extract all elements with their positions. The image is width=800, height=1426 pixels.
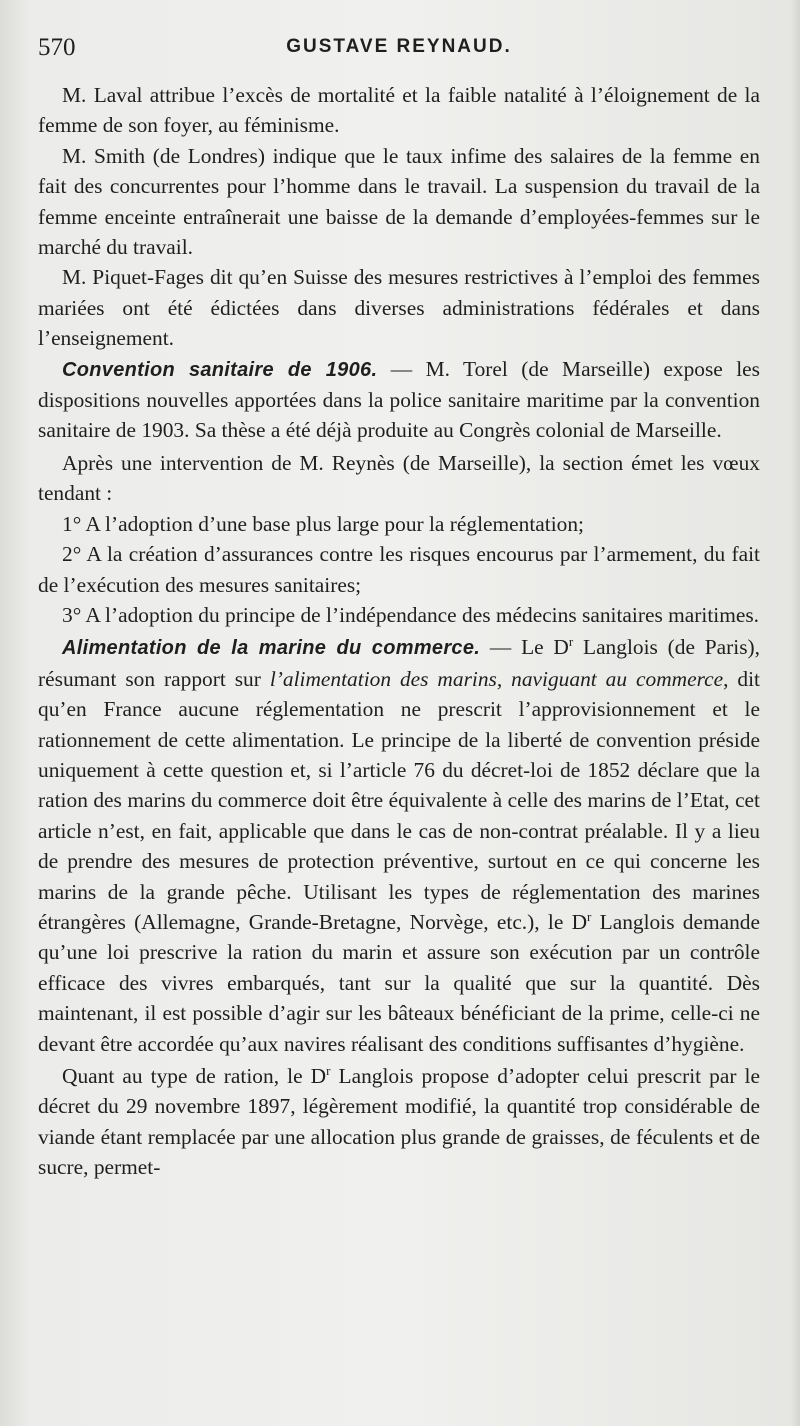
list-item-3: 3° A l’adoption du principe de l’indépendance des médecins sanitaires maritimes.: [62, 602, 760, 627]
list-item-1: 1° A l’adoption d’une base plus large pour la réglementation;: [62, 511, 585, 536]
paragraph-convention: [38, 354, 760, 446]
page-body: [38, 80, 760, 1183]
text-run: Quant au type de ration, le D: [62, 1064, 327, 1088]
text-run: — Le D: [489, 635, 569, 660]
page-header: [38, 34, 760, 70]
section-heading-alimentation: Alimentation de la marine du commerce.: [62, 637, 481, 660]
paragraph-reynes: Après une intervention de M. Reynès (de Marseille), la section émet les vœux tendant :: [38, 450, 760, 506]
page-number: 570: [38, 34, 76, 61]
paragraph-ration: [38, 1061, 760, 1183]
paragraph-smith: M. Smith (de Londres) indique que le taux infime des salaires de la femme en fait des concurrentes pour l’homme dans le travail. La suspension du travail de la femme enceinte entraînerait une baisse de la demande d’employées-femmes sur le marché du travail.: [38, 143, 760, 260]
paragraph-alimentation: [38, 632, 760, 1059]
text-run: Langlois demande qu’une loi prescrive la ration du marin et assure son exécution par un contrôle efficace des vivres embarqués, tant sur la qualité que sur la quantité. Dès maintenant, il est possible d’agir sur les bâteaux bénéficiant de la prime, celle-ci ne devant être accordée qu’aux navires réalisant des conditions suffisantes d’hygiène.: [38, 909, 760, 1056]
text-run: Langlois (de Paris), résumant son rapport sur: [38, 635, 760, 691]
list-item-2: 2° A la création d’assurances contre les risques encourus par l’armement, du fait de l’exécution des mesures sanitaires;: [38, 542, 760, 597]
superscript: r: [326, 1062, 331, 1078]
paragraph-convention-text: — M. Torel (de Marseille) expose les dispositions nouvelles apportées dans la police sanitaire maritime par la convention sanitaire de 1903. Sa thèse a été déjà produite au Congrès colonial de Marseille.: [38, 356, 760, 443]
superscript: r: [587, 908, 592, 924]
running-title: GUSTAVE REYNAUD.: [286, 36, 512, 57]
text-run: Langlois propose d’adopter celui prescrit par le décret du 29 novembre 1897, légèrement modifié, la quantité trop considérable de viande étant remplacée par une allocation plus grande de graisses, de féculents et de sucre, permet-: [38, 1064, 760, 1180]
section-heading-convention: Convention sanitaire de 1906.: [62, 358, 378, 381]
text-run: , dit qu’en France aucune réglementation ne prescrit l’approvisionnement et le rationnement de cette alimentation. Le principe de la liberté de convention préside uniquement à cette question et, si l’article 76 du décret-loi de 1852 déclare que la ration des marins du commerce doit être équivalente à celle des marins de l’Etat, cet article n’est, en fait, applicable que dans le cas de non-contrat préalable. Il y a lieu de prendre des mesures de protection préventive, surtout en ce qui concerne les marins de la grande pêche. Utilisant les types de réglementation des marines étrangères (Allemagne, Grande-Bretagne, Norvège, etc.), le D: [38, 666, 760, 934]
italic-title: l’alimentation des marins, naviguant au commerce: [269, 666, 724, 691]
paragraph-piquet-fages: M. Piquet-Fages dit qu’en Suisse des mesures restrictives à l’emploi des femmes mariées ont été édictées dans diverses administrations fédérales et dans l’enseignement.: [38, 265, 760, 351]
paragraph-laval: M. Laval attribue l’excès de mortalité et la faible natalité à l’éloignement de la femme de son foyer, au féminisme.: [38, 83, 760, 138]
superscript: r: [568, 634, 574, 650]
